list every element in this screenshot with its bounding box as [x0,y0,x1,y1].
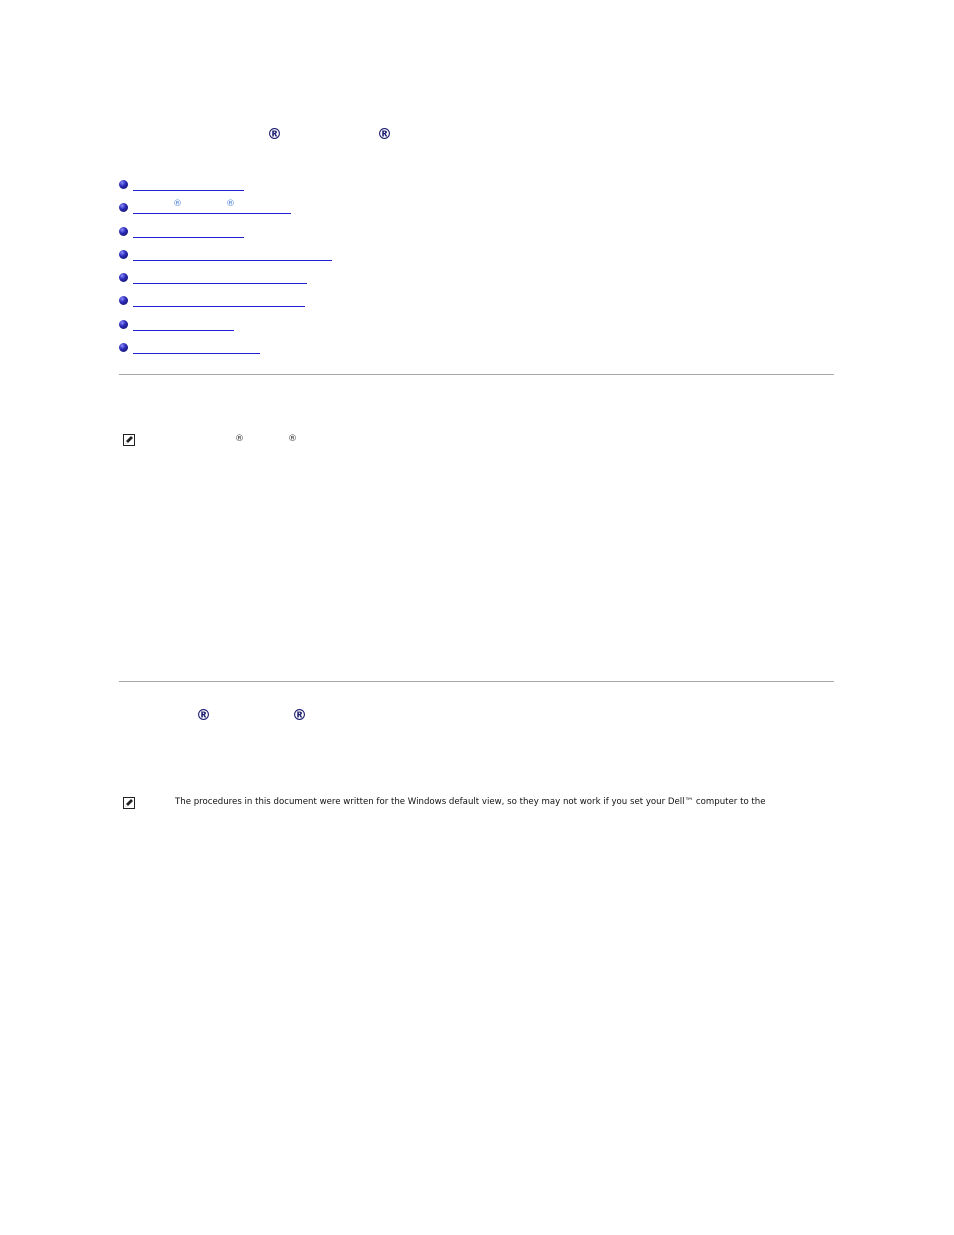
note1-registered-mark-1: ® [235,434,244,444]
bullet-icon [119,250,128,259]
section-divider-2 [119,681,834,682]
note-pencil-icon [123,434,135,446]
title-registered-mark-2: ® [377,125,392,143]
title-registered-mark-1: ® [267,125,282,143]
toc-link-6[interactable] [133,294,305,307]
section-divider-1 [119,374,834,375]
toc-registered-mark-2: ® [226,199,235,210]
section2-registered-mark-1: ® [196,706,211,724]
toc-link-8[interactable] [133,341,260,354]
note-pencil-icon [123,797,135,809]
note1-registered-mark-2: ® [288,434,297,444]
bullet-icon [119,227,128,236]
bullet-icon [119,273,128,282]
toc-registered-mark-1: ® [173,199,182,210]
toc-link-7[interactable] [133,318,234,331]
bullet-icon [119,320,128,329]
toc-link-1[interactable] [133,178,244,191]
toc-link-2[interactable] [133,201,291,214]
toc-link-3[interactable] [133,225,244,238]
note2-text: The procedures in this document were written for the Windows default view, so they may not work if you set your Dell™ computer to the [175,797,766,807]
section2-registered-mark-2: ® [292,706,307,724]
toc-link-4[interactable] [133,248,332,261]
bullet-icon [119,180,128,189]
bullet-icon [119,296,128,305]
toc-link-5[interactable] [133,271,307,284]
bullet-icon [119,343,128,352]
bullet-icon [119,203,128,212]
